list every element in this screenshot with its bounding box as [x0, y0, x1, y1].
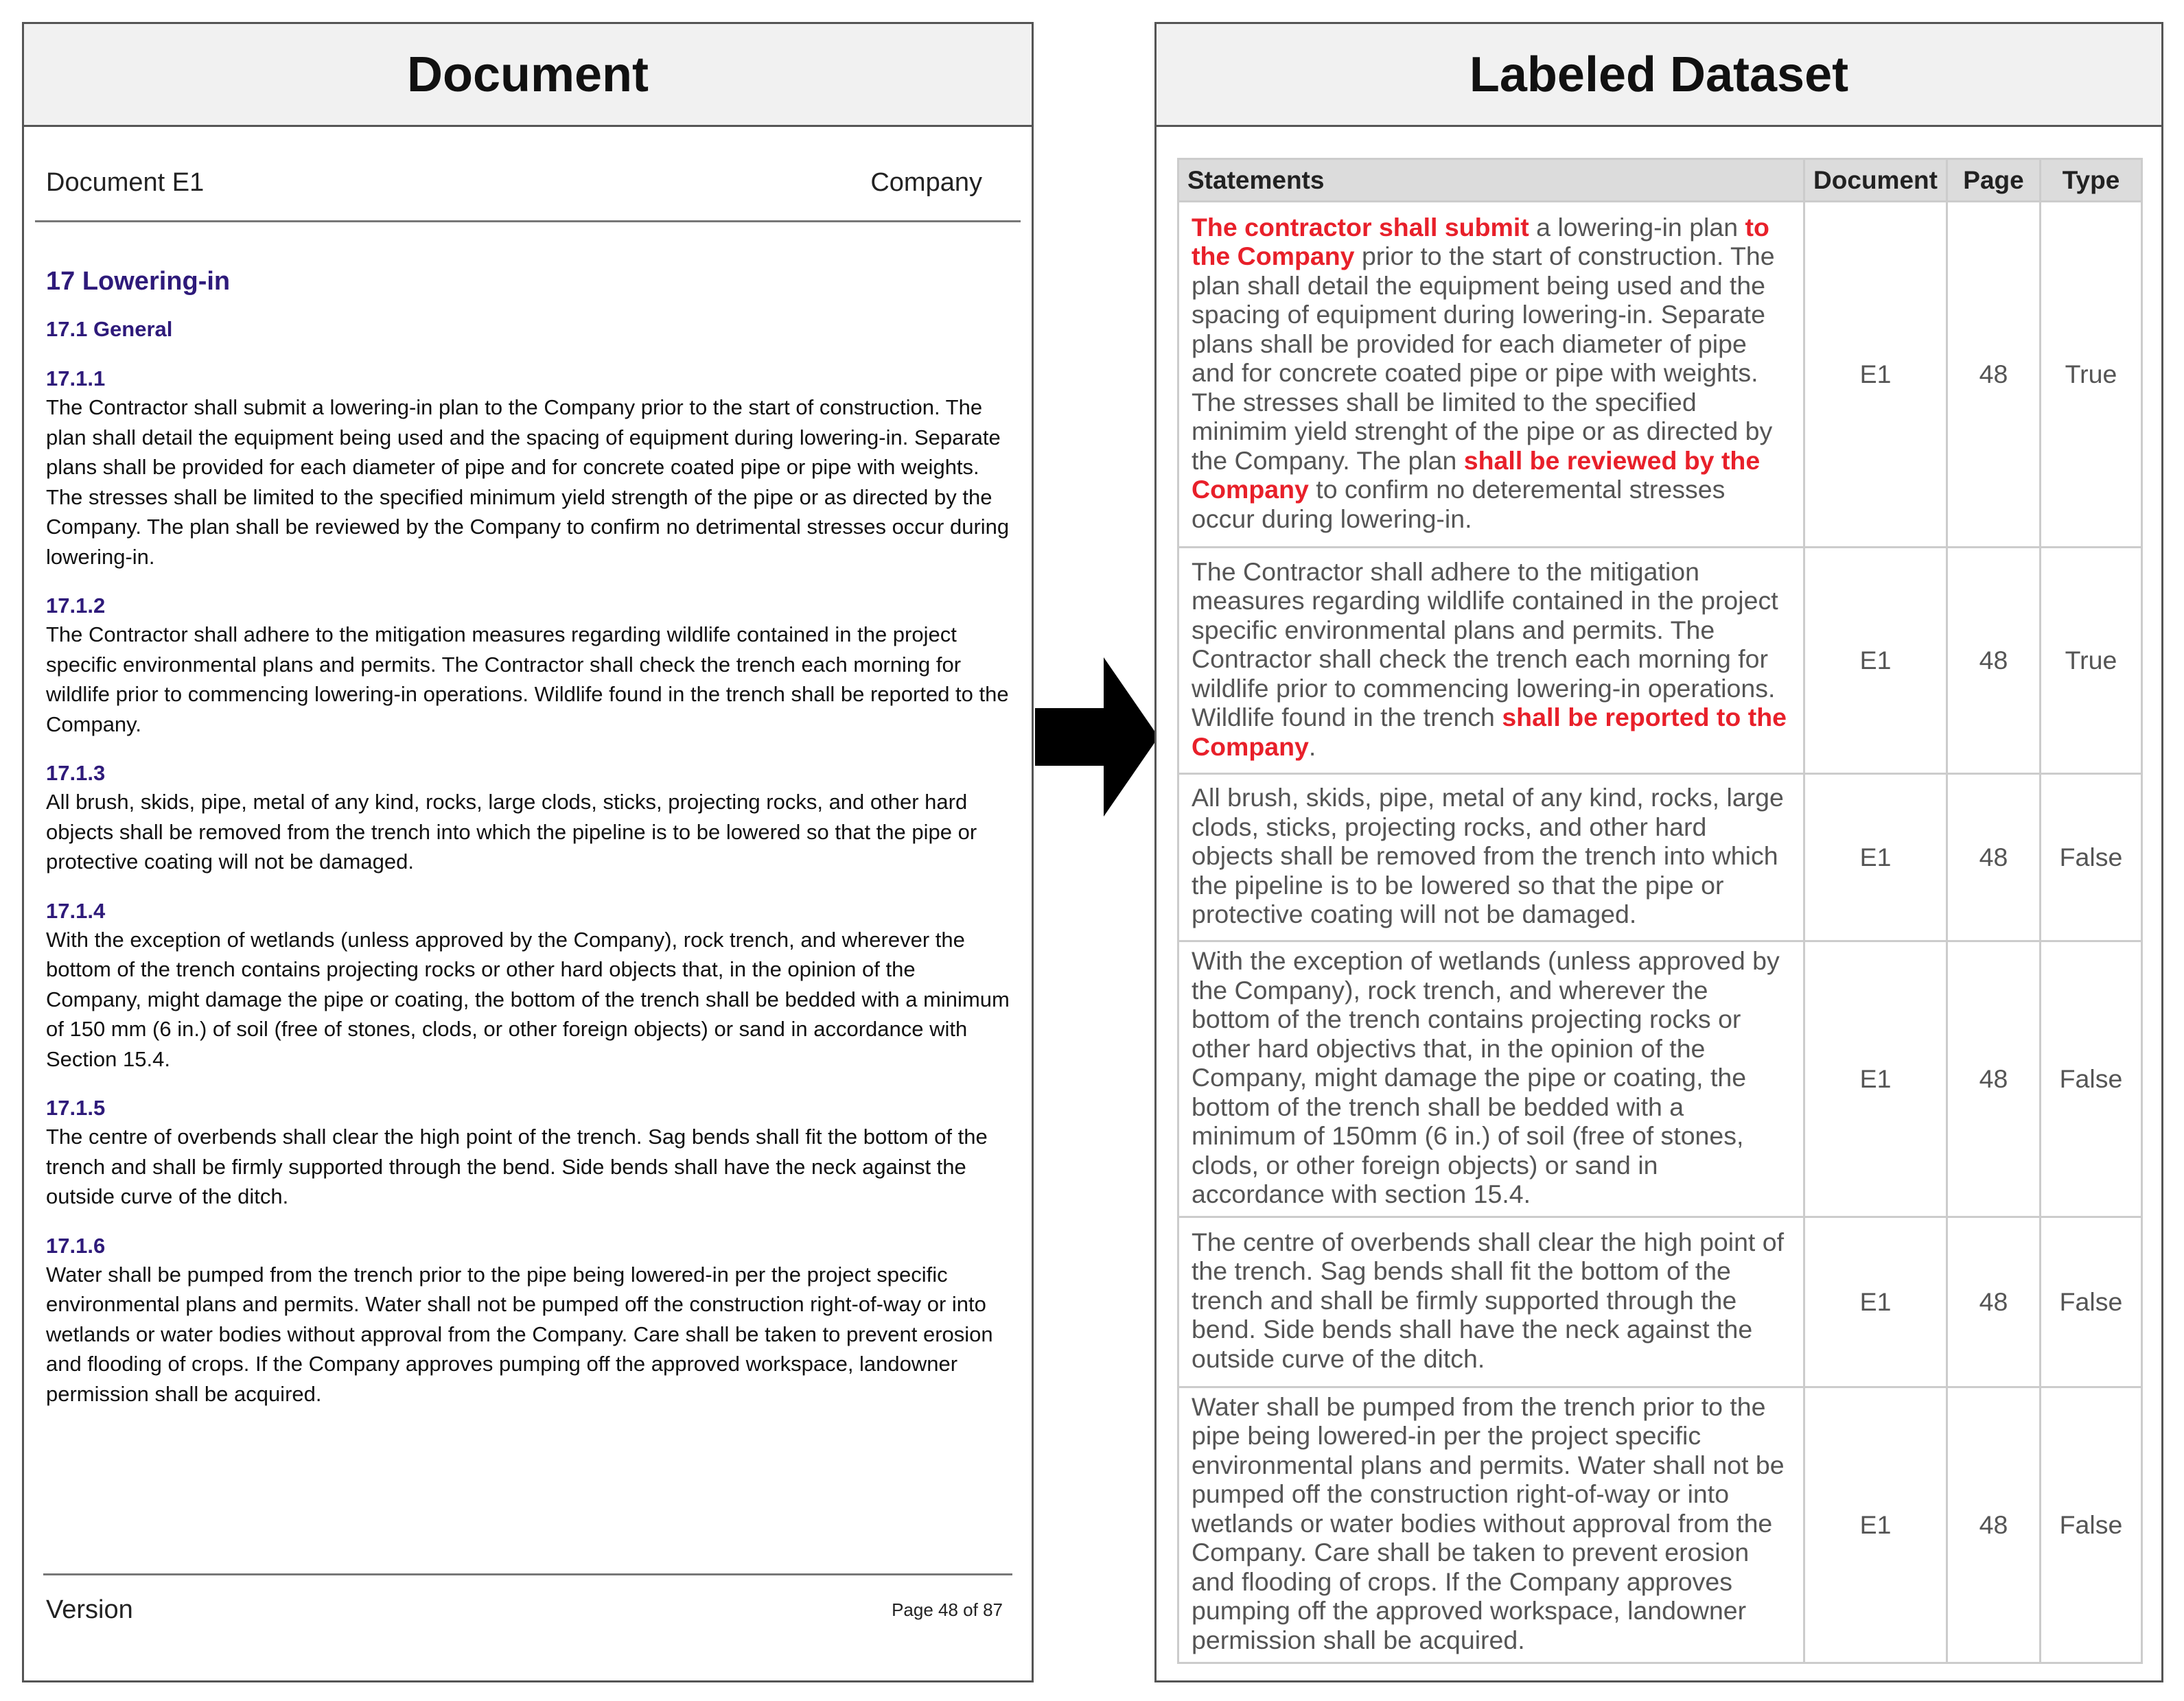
section-title: 17 Lowering-in — [46, 267, 231, 296]
statement-cell — [1178, 1217, 1804, 1387]
document-id: Document E1 — [46, 168, 205, 197]
table-row — [1178, 548, 2142, 774]
document-cell: E1 — [1804, 774, 1947, 941]
statement-text: The Contractor shall adhere to the mitigation measures regarding wildlife contained in the project specific environmental plans and permits. The Contractor shall check the trench each morning for wildlife prior to commencing lowering-in operations. Wildlife found in the trench — [1192, 556, 1778, 732]
column-header-statements: Statements — [1178, 159, 1804, 202]
table-row — [1178, 1387, 2142, 1663]
page-cell: 48 — [1947, 941, 2041, 1217]
company-label: Company — [870, 168, 982, 197]
document-header — [46, 168, 1010, 198]
page-cell: 48 — [1947, 202, 2041, 548]
table-row — [1178, 1217, 2142, 1387]
statement-text: The centre of overbends shall clear the high point of the trench. Sag bends shall fit the bottom of the trench and shall be firmly supported through the bend. Side bends shall have the neck against the outside curve of the ditch. — [1192, 1227, 1785, 1373]
clause-text: All brush, skids, pipe, metal of any kind, rocks, large clods, sticks, projecting rocks, and other hard objects shall be removed from the trench into which the pipeline is to be lowered so that the pipe or protective coating will not be damaged. — [46, 790, 977, 873]
document-cell: E1 — [1804, 548, 1947, 774]
highlighted-phrase: to the Company — [1192, 212, 1769, 271]
table-row — [1178, 774, 2142, 941]
statement-cell — [1178, 941, 1804, 1217]
dataset-panel-title: Labeled Dataset — [1157, 24, 2161, 127]
type-cell: False — [2041, 774, 2142, 941]
column-header-document: Document — [1804, 159, 1947, 202]
clause-number: 17.1.5 — [46, 1096, 106, 1120]
document-cell: E1 — [1804, 202, 1947, 548]
clause-text: The Contractor shall submit a lowering-in plan to the Company prior to the start of construction. The plan shall detail the equipment being used and the spacing of equipment during lowering-in. Separate plans shall be provided for each diameter of pipe and for concrete coated pipe or pipe with weights. The stresses shall be limited to the specified minimum yield strength of the pipe or as directed by the Company. The plan shall be reviewed by the Company to confirm no detrimental stresses occur during lowering-in. — [46, 395, 1010, 569]
clause-number: 17.1.6 — [46, 1233, 106, 1258]
document-panel — [22, 22, 1034, 1682]
document-body — [46, 244, 1010, 1429]
footer-divider — [43, 1573, 1012, 1575]
clause — [46, 898, 1010, 1075]
statement-text: Water shall be pumped from the trench prior to the pipe being lowered-in per the project specific environmental plans and permits. Water shall not be pumped off the construction right-of-way or into wetlands or water bodies without approval from the Company. Care shall be taken to prevent erosion and flooding of crops. If the Company approves pumping off the approved workspace, landowner permission shall be acquired. — [1192, 1392, 1785, 1654]
statement-cell — [1178, 548, 1804, 774]
type-cell: True — [2041, 548, 2142, 774]
statement-cell — [1178, 202, 1804, 548]
clause-number: 17.1.3 — [46, 761, 106, 785]
document-cell: E1 — [1804, 1387, 1947, 1663]
statement-text: prior to the start of construction. The plan shall detail the equipment being used and the spacing of equipment during lowering-in. Separate plans shall be provided for each diameter of pipe and for concrete coated pipe or pipe with weights. The stresses shall be limited to the specified minimim yield strenght of the pipe or as directed by the Company. The plan — [1192, 242, 1775, 475]
clause — [46, 1094, 1010, 1212]
document-cell: E1 — [1804, 941, 1947, 1217]
clause — [46, 365, 1010, 572]
clause-number: 17.1.4 — [46, 898, 106, 923]
dataset-panel — [1154, 22, 2163, 1682]
clause — [46, 592, 1010, 739]
clause-text: The centre of overbends shall clear the high point of the trench. Sag bends shall fit the bottom of the trench and shall be firmly supported through the bend. Side bends shall have the neck against the outside curve of the ditch. — [46, 1125, 988, 1208]
table-header-row — [1178, 159, 2142, 202]
clause — [46, 1232, 1010, 1409]
statement-text: to confirm no deteremental stresses occur during lowering-in. — [1192, 475, 1726, 533]
clause-number: 17.1.2 — [46, 594, 106, 618]
statement-text: a lowering-in plan — [1529, 212, 1745, 242]
type-cell: True — [2041, 202, 2142, 548]
document-panel-title: Document — [24, 24, 1032, 127]
type-cell: False — [2041, 941, 2142, 1217]
table-row — [1178, 202, 2142, 548]
clause-text: With the exception of wetlands (unless approved by the Company), rock trench, and wherever the bottom of the trench contains projecting rocks or other hard objects that, in the opinion of the Company, might damage the pipe or coating, the bottom of the trench shall be bedded with a minimum of 150 mm (6 in.) of soil (free of stones, clods, or other foreign objects) or sand in accordance with Section 15.4. — [46, 927, 1010, 1071]
labeled-dataset-table — [1177, 158, 2143, 1664]
highlighted-phrase: The contractor shall submit — [1192, 212, 1529, 242]
highlighted-phrase: shall be reported to the Company — [1192, 703, 1787, 761]
statement-cell — [1178, 1387, 1804, 1663]
document-cell: E1 — [1804, 1217, 1947, 1387]
column-header-page: Page — [1947, 159, 2041, 202]
statement-text: All brush, skids, pipe, metal of any kind, rocks, large clods, sticks, projecting rocks, and other hard objects shall be removed from the trench into which the pipeline is to be lowered so that the pipe or protective coating will not be damaged. — [1192, 783, 1784, 929]
page-number: Page 48 of 87 — [892, 1599, 1003, 1620]
version-label: Version — [46, 1595, 133, 1624]
type-cell: False — [2041, 1387, 2142, 1663]
clause-text: Water shall be pumped from the trench prior to the pipe being lowered-in per the project specific environmental plans and permits. Water shall not be pumped off the construction right-of-way or into wetlands or water bodies without approval from the Company. Care shall be taken to prevent erosion and flooding of crops. If the Company approves pumping off the approved workspace, landowner permission shall be acquired. — [46, 1262, 993, 1406]
statement-cell — [1178, 774, 1804, 941]
column-header-type: Type — [2041, 159, 2142, 202]
statement-text: . — [1308, 731, 1316, 761]
page-cell: 48 — [1947, 1387, 2041, 1663]
clause-number: 17.1.1 — [46, 366, 106, 390]
page-cell: 48 — [1947, 548, 2041, 774]
clause — [46, 760, 1010, 877]
statement-text: With the exception of wetlands (unless approved by the Company), rock trench, and wherever the bottom of the trench contains projecting rocks or other hard objectivs that, in the opinion of the Company, might damage the pipe or coating, the bottom of the trench shall be bedded with a minimum of 150mm (6 in.) of soil (free of stones, clods, or other foreign objects) or sand in accordance with section 15.4. — [1192, 946, 1780, 1208]
table-row — [1178, 941, 2142, 1217]
clause-text: The Contractor shall adhere to the mitigation measures regarding wildlife contained in the project specific environmental plans and permits. The Contractor shall check the trench each morning for wildlife prior to commencing lowering-in operations. Wildlife found in the trench shall be reported to the Company. — [46, 622, 1009, 736]
type-cell: False — [2041, 1217, 2142, 1387]
page-cell: 48 — [1947, 1217, 2041, 1387]
highlighted-phrase: shall be reviewed by the Company — [1192, 445, 1761, 504]
page-cell: 48 — [1947, 774, 2041, 941]
document-footer — [46, 1595, 1010, 1625]
clause-list — [46, 365, 1010, 1409]
subsection-title: 17.1 General — [46, 317, 173, 341]
right-arrow-icon — [1035, 657, 1159, 817]
header-divider — [35, 220, 1021, 222]
